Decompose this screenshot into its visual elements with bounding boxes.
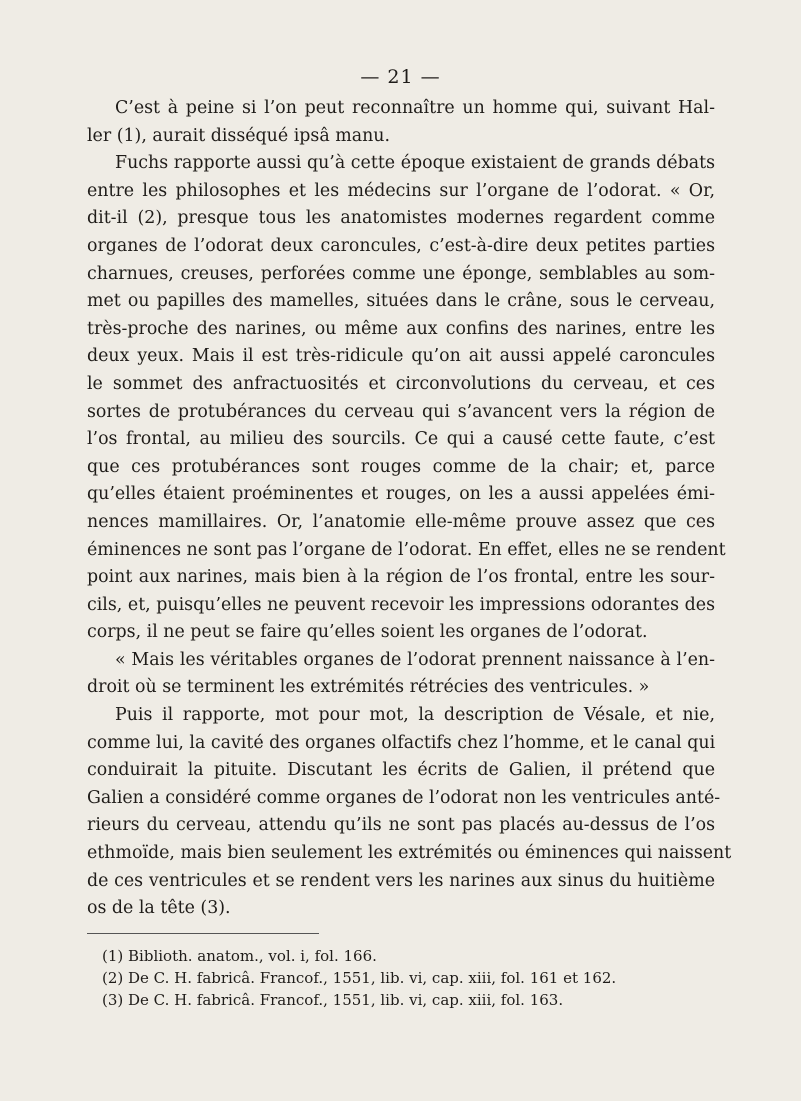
text-line: entre les philosophes et les médecins sur l’organe de l’odorat. « Or,	[87, 180, 715, 201]
text-line: ethmoïde, mais bien seulement les extrémités ou éminences qui naissent	[87, 843, 732, 864]
footnote-divider	[87, 933, 319, 934]
footnote: (3) De C. H. fabricâ. Francof., 1551, lib. vi, cap. xiii, fol. 163.	[102, 991, 564, 1009]
text-line: « Mais les véritables organes de l’odorat prennent naissance à l’en-	[115, 649, 715, 670]
text-line: organes de l’odorat deux caroncules, c’est-à-dire deux petites parties	[87, 235, 715, 256]
text-line: comme lui, la cavité des organes olfactifs chez l’homme, et le canal qui	[87, 732, 716, 753]
footnotes	[102, 945, 722, 1011]
page-number: — 21 —	[360, 66, 441, 88]
text-line: rieurs du cerveau, attendu qu’ils ne sont pas placés au-dessus de l’os	[87, 815, 715, 836]
text-line: Fuchs rapporte aussi qu’à cette époque existaient de grands débats	[115, 153, 715, 174]
text-line: point aux narines, mais bien à la région de l’os frontal, entre les sour-	[87, 567, 715, 588]
footnote: (2) De C. H. fabricâ. Francof., 1551, lib. vi, cap. xiii, fol. 161 et 162.	[102, 969, 617, 987]
main-text	[87, 95, 732, 923]
text-line: sortes de protubérances du cerveau qui s’avancent vers la région de	[87, 401, 715, 422]
text-line: qu’elles étaient proéminentes et rouges, on les a aussi appelées émi-	[87, 484, 715, 505]
text-line: Galien a considéré comme organes de l’odorat non les ventricules anté-	[87, 787, 721, 808]
text-line: nences mamillaires. Or, l’anatomie elle-même prouve assez que ces	[87, 511, 715, 532]
text-line: charnues, creuses, perforées comme une éponge, semblables au som-	[87, 263, 715, 284]
text-line: très-proche des narines, ou même aux confins des narines, entre les	[87, 318, 715, 339]
text-line: corps, il ne peut se faire qu’elles soient les organes de l’odorat.	[87, 622, 648, 643]
text-line: os de la tête (3).	[87, 898, 231, 919]
text-line: que ces protubérances sont rouges comme de la chair; et, parce	[87, 456, 715, 477]
text-line: ler (1), aurait disséqué ipsâ manu.	[87, 125, 391, 146]
text-line: C’est à peine si l’on peut reconnaître un homme qui, suivant Hal-	[115, 98, 715, 118]
text-line: met ou papilles des mamelles, situées dans le crâne, sous le cerveau,	[87, 291, 715, 312]
text-line: de ces ventricules et se rendent vers les narines aux sinus du huitième	[87, 870, 715, 891]
text-line: cils, et, puisqu’elles ne peuvent recevoir les impressions odorantes des	[87, 594, 715, 615]
text-line: conduirait la pituite. Discutant les écrits de Galien, il prétend que	[87, 760, 715, 781]
text-line: éminences ne sont pas l’organe de l’odorat. En effet, elles ne se rendent	[87, 539, 726, 560]
text-line: droit où se terminent les extrémités rétrécies des ventricules. »	[87, 677, 650, 698]
text-line: dit-il (2), presque tous les anatomistes modernes regardent comme	[87, 208, 715, 229]
text-line: Puis il rapporte, mot pour mot, la description de Vésale, et nie,	[115, 705, 715, 726]
text-line: l’os frontal, au milieu des sourcils. Ce qui a causé cette faute, c’est	[87, 429, 715, 450]
text-line: deux yeux. Mais il est très-ridicule qu’on ait aussi appelé caroncules	[87, 346, 715, 367]
footnote: (1) Biblioth. anatom., vol. i, fol. 166.	[102, 947, 377, 965]
text-line: le sommet des anfractuosités et circonvolutions du cerveau, et ces	[87, 373, 715, 394]
